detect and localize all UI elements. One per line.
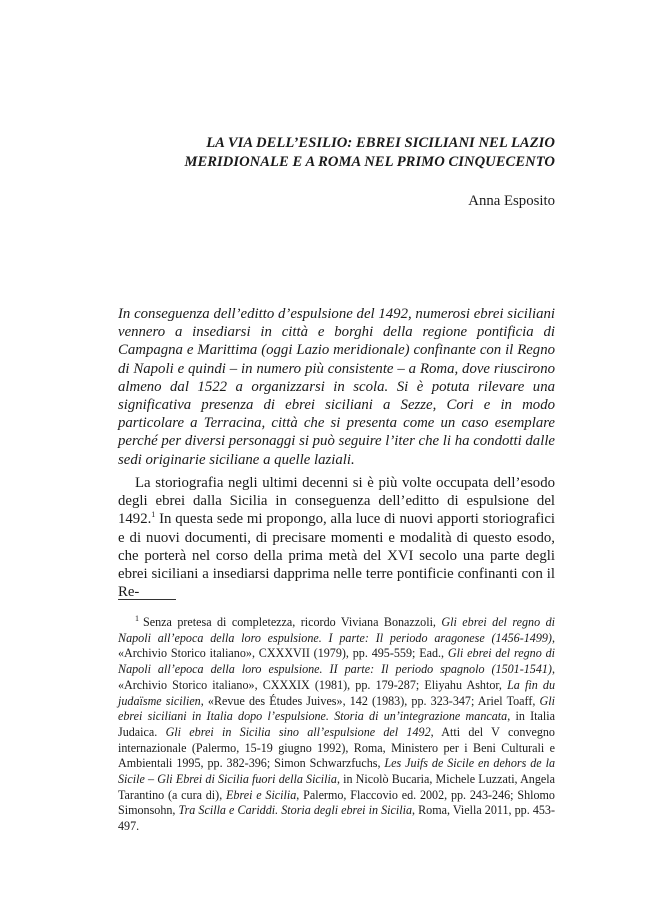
footnote-s4: , «Archivio Storico italiano», CXXXIX (1981), pp. 179-287; Eliyahu Ashtor, [118, 662, 555, 692]
footnote-s2: , «Archivio Storico italiano», CXXXVII (1979), pp. 495-559; Ead., [118, 630, 555, 661]
article-title-line-1: LA VIA DELL’ESILIO: EBREI SICILIANI NEL LAZIO [206, 135, 555, 151]
footnote-s11: Les Juifs de Sicile en dehors de la Sicile – Gli Ebrei di Sicilia fuori della Sicilia [118, 756, 555, 787]
abstract-paragraph: In conseguenza dell’editto d’espulsione del 1492, numerosi ebrei siciliani vennero a insediarsi in città e borghi della regione pontificia di Campagna e Marittima (oggi Lazio meridionale) confinante con il Regno di Napoli e quindi – in numero più consistente – a Roma, dove riuscirono almeno dal 1522 a organizzarsi in scola. Si è potuta rilevare una significativa presenza di ebrei siciliani a Sezze, Cori e in modo particolare a Terracina, città che si presenta come un caso esemplare perché per diversi personaggi si può seguire l’iter che li ha condotti dalle sedi originarie siciliane a quelle laziali. [118, 306, 555, 468]
footnote-separator [118, 599, 176, 600]
page [118, 0, 555, 918]
footnote-s12: , in Nicolò Bucaria, Michele Luzzati, Angela Tarantino (a cura di), [118, 772, 555, 802]
footnote [118, 615, 555, 835]
body-paragraph [118, 474, 555, 601]
footnote-s8: , in Italia Judaica. [118, 709, 555, 739]
footnote-s10: , Atti del V convegno internazionale (Palermo, 15-19 giugno 1992), Roma, Ministero per i Beni Culturali e Ambientali 1995, pp. 382-396; Simon Schwarzfuchs, [118, 724, 555, 771]
footnote-s7: Gli ebrei siciliani in Italia dopo l’espulsione. Storia di un’integrazione mancata [118, 693, 555, 724]
footnote-s0: Senza pretesa di completezza, ricordo Viviana Bonazzoli, [143, 615, 442, 629]
footnote-s1: Gli ebrei del regno di Napoli all’epoca della loro espulsione. I parte: Il periodo aragonese (1456-1499) [118, 615, 555, 645]
footnote-s14: , Palermo, Flaccovio ed. 2002, pp. 243-246; Shlomo Simonsohn, [118, 787, 555, 818]
footnote-s15: Tra Scilla e Cariddi. Storia degli ebrei in Sicilia [178, 803, 413, 818]
footnote-s16: , Roma, Viella 2011, pp. 453-497. [118, 803, 555, 834]
footnote-s9: Gli ebrei in Sicilia sino all’espulsione del 1492 [165, 724, 431, 739]
article-author: Anna Esposito [468, 193, 555, 209]
article-title [118, 134, 555, 171]
footnote-reference[interactable]: 1 [151, 510, 156, 520]
footnote-s5: La fin du judaïsme sicilien [118, 677, 555, 708]
footnote-s3: Gli ebrei del regno di Napoli all’epoca della loro espulsione. II parte: Il periodo spagnolo (1501-1541) [118, 646, 555, 677]
body-text-part-2: In questa sede mi propongo, alla luce di nuovi apporti storiografici e di nuovi documenti, di precisare momenti e modalità di questo esodo, che porterà nel corso della prima metà del XVI secolo una parte degli ebrei siciliani a insediarsi dapprima nelle terre pontificie confinanti con il Re- [118, 511, 555, 601]
footnote-s13: Ebrei e Sicilia [226, 787, 297, 802]
body-text-part-1: La storiografia negli ultimi decenni si è più volte occupata dell’esodo degli ebrei dalla Sicilia in conseguenza dell’editto di espulsione del 1492. [118, 475, 555, 528]
footnote-s6: , «Revue des Études Juives», 142 (1983), pp. 323-347; Ariel Toaff, [200, 693, 540, 708]
footnote-number: 1 [135, 613, 139, 623]
article-title-line-2: MERIDIONALE E A ROMA NEL PRIMO CINQUECENTO [184, 153, 555, 170]
